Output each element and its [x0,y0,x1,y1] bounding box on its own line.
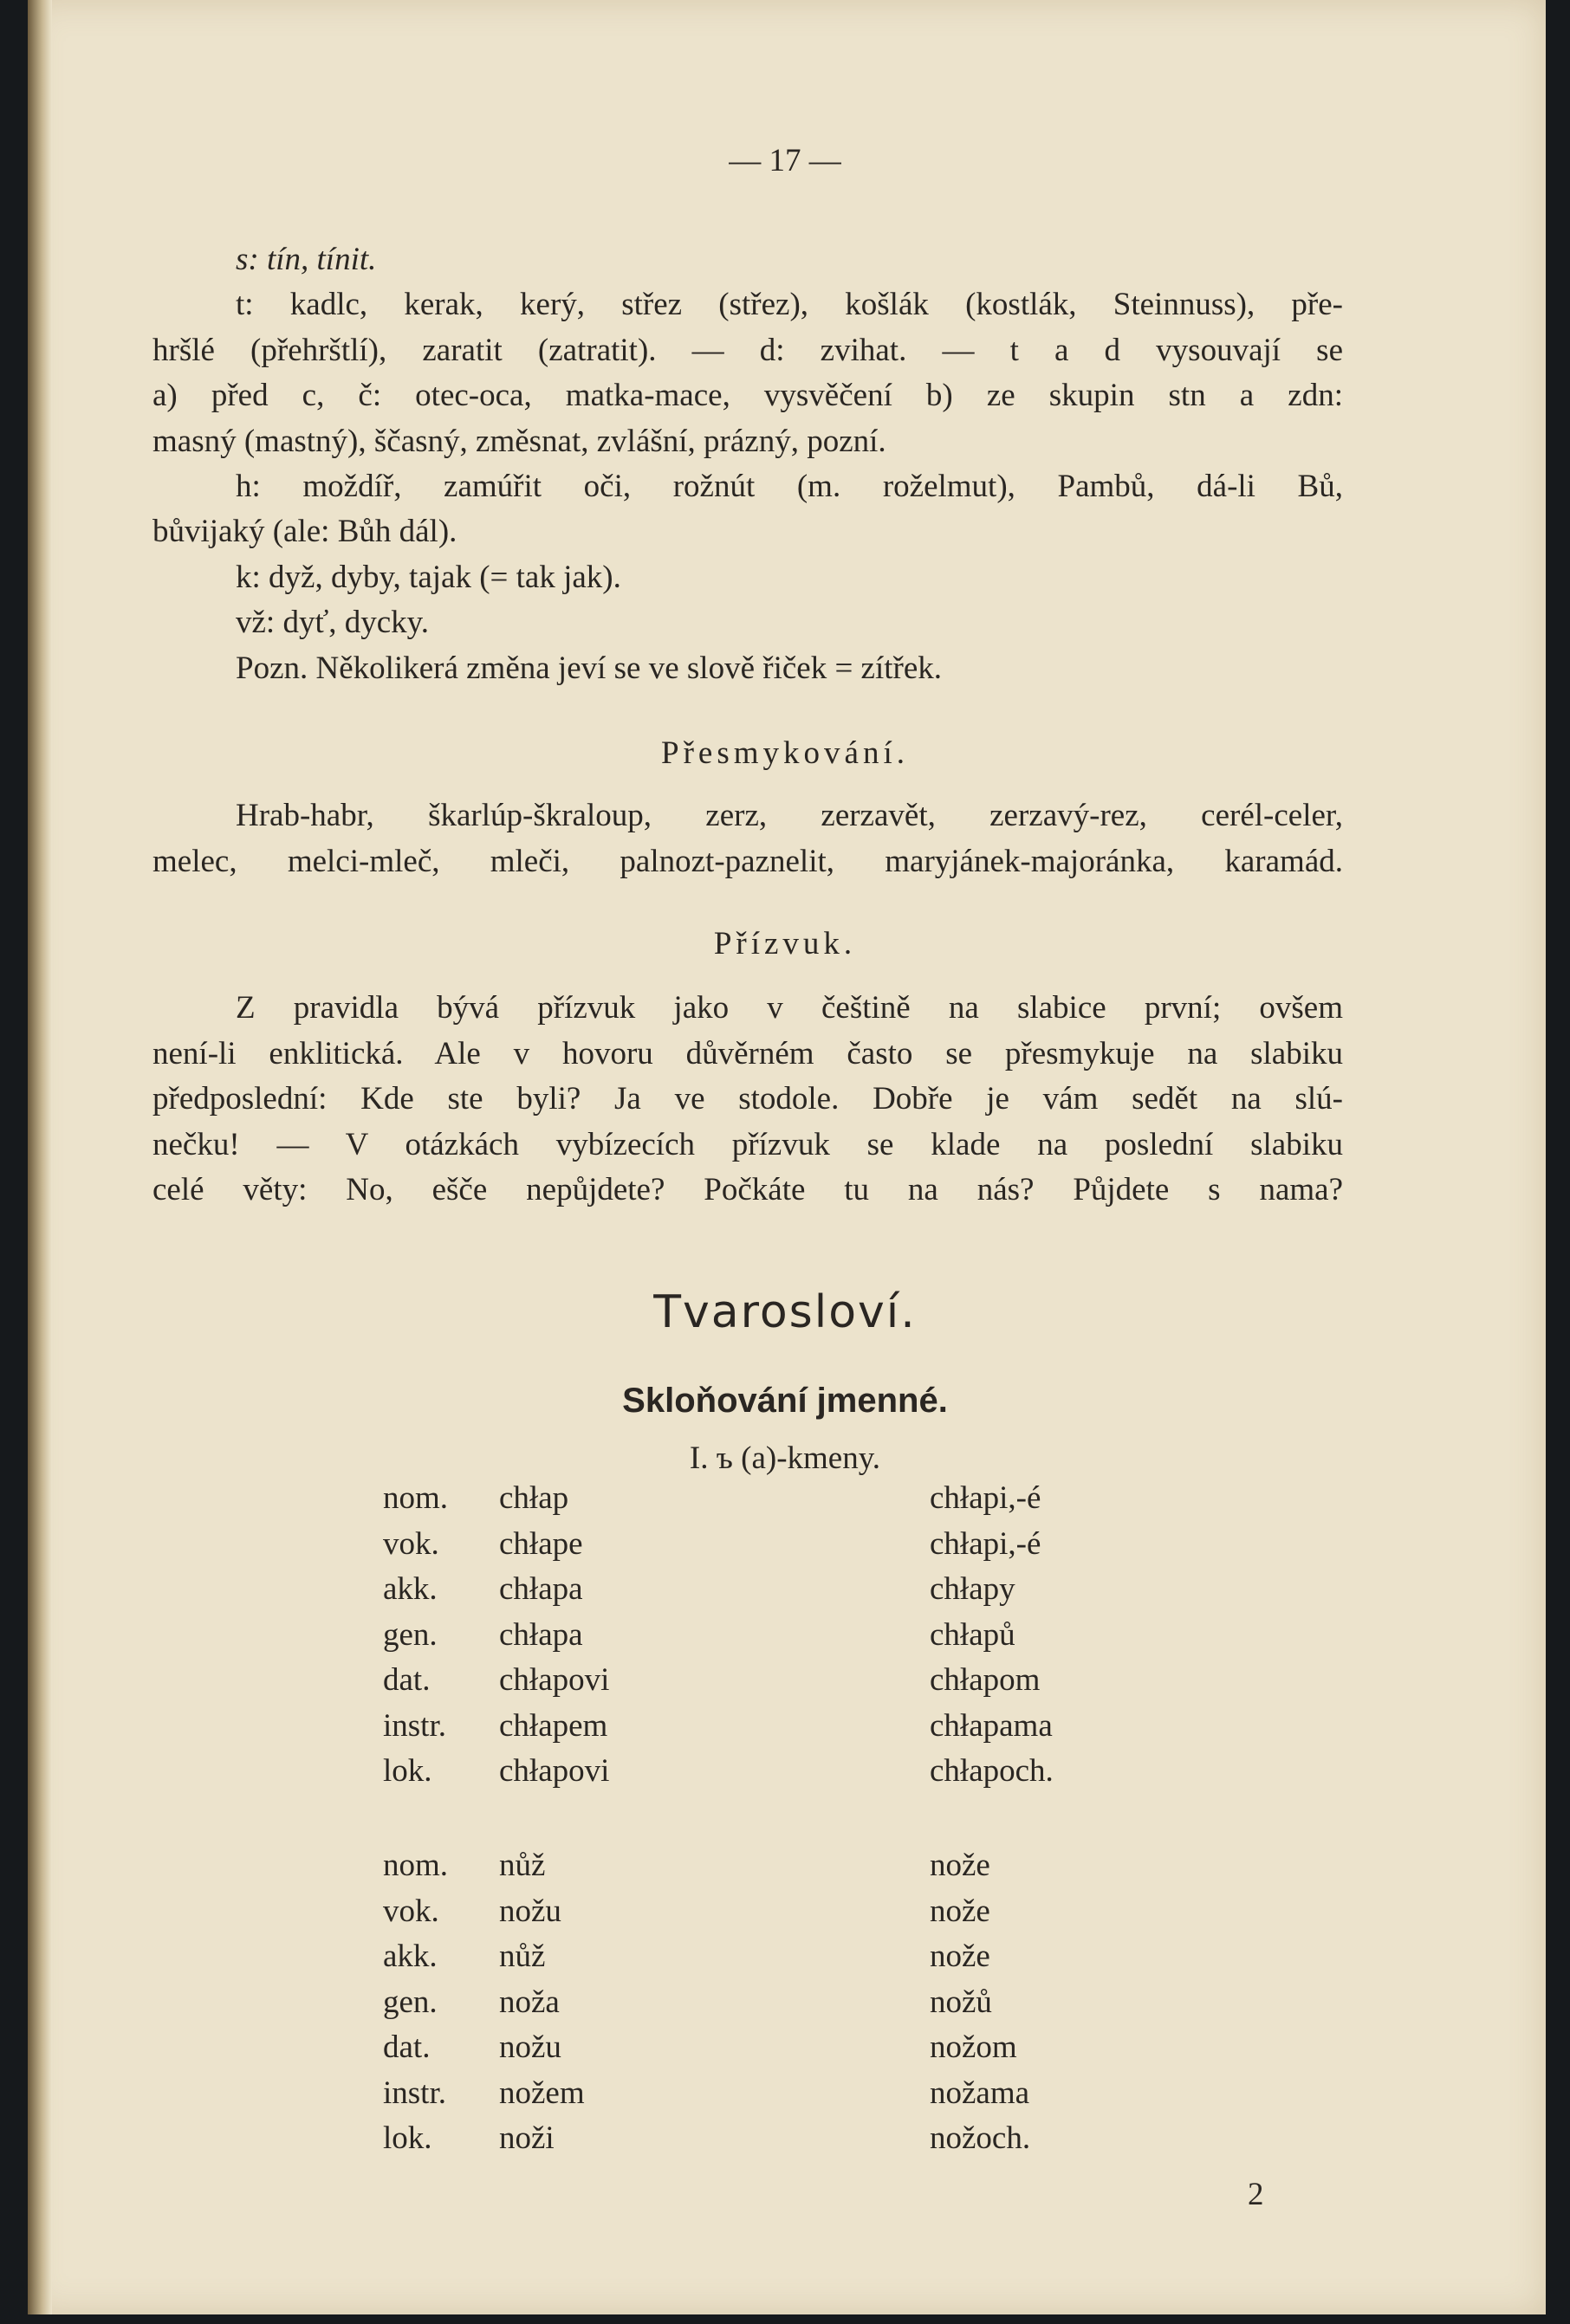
section-title-presmykovani: Přesmykování. [661,735,909,771]
singular-form: noža [499,1984,560,2020]
plural-form: chłapy [930,1571,1015,1607]
plural-form: chłapama [930,1708,1053,1744]
singular-form: chłap [499,1480,569,1516]
section-title-prizvuk: Přízvuk. [713,926,857,961]
plural-form: nože [930,1894,990,1929]
s-line: s: tín, tínit. [236,242,377,277]
case-label: instr. [383,1708,446,1744]
h-line-1: h: moždíř, zamúřit oči, rožnút (m. roželmut), Pambů, dá-li Bů, [236,469,1343,504]
case-label: gen. [383,1984,438,2020]
case-label: lok. [383,2120,432,2156]
case-label: instr. [383,2075,446,2111]
plural-form: nožom [930,2029,1017,2065]
case-label: akk. [383,1571,438,1607]
k-line: k: dyž, dyby, tajak (= tak jak). [236,560,621,595]
plural-form: chłapů [930,1617,1015,1653]
plural-form: chłapoch. [930,1753,1054,1789]
plural-form: chłapi,-é [930,1526,1041,1562]
stem-heading: I. ъ (a)-kmeny. [689,1440,881,1476]
singular-form: chłapovi [499,1753,610,1789]
case-label: vok. [383,1526,439,1562]
case-label: vok. [383,1894,439,1929]
signature-mark: 2 [1248,2177,1264,2212]
singular-form: chłapem [499,1708,608,1744]
singular-form: nožu [499,1894,561,1929]
singular-form: chłape [499,1526,583,1562]
prizvuk-line-3: předposlední: Kde ste byli? Ja ve stodole. Dobře je vám sedět na slú- [152,1081,1343,1117]
singular-form: nůž [499,1939,546,1974]
vz-line: vž: dyť, dycky. [236,605,430,640]
plural-form: chłapom [930,1662,1041,1698]
case-label: dat. [383,1662,431,1698]
singular-form: noži [499,2120,555,2156]
singular-form: nůž [499,1848,546,1883]
prizvuk-line-4: nečku! — V otázkách vybízecích přízvuk se klade na poslední slabiku [152,1127,1343,1162]
plural-form: nože [930,1939,990,1974]
t-line-2: hršlé (přehrštlí), zaratit (zatratit). — d: zvihat. — t a d vysouvají se [152,333,1343,368]
case-label: lok. [383,1753,432,1789]
t-line-3: a) před c, č: otec-oca, matka-mace, vysvěčení b) ze skupin stn a zdn: [152,378,1343,413]
prizvuk-line-5: celé věty: No, ešče nepůjdete? Počkáte tu na nás? Půjdete s nama? [152,1172,1343,1207]
singular-form: nožem [499,2075,585,2111]
singular-form: nožu [499,2029,561,2065]
case-label: gen. [383,1617,438,1653]
plural-form: nožama [930,2075,1030,2111]
prizvuk-line-1: Z pravidla bývá přízvuk jako v češtině na slabice první; ovšem [236,990,1343,1026]
tvaroslovi-heading: Tvarosloví. [653,1286,917,1338]
singular-form: chłapovi [499,1662,610,1698]
plural-form: chłapi,-é [930,1480,1041,1516]
pozn-line: Pozn. Několikerá změna jeví se ve slově řiček = zítřek. [236,651,943,686]
prizvuk-line-2: není-li enklitická. Ale v hovoru důvěrném často se přesmykuje na slabiku [152,1036,1343,1071]
case-label: dat. [383,2029,431,2065]
page-number: — 17 — [729,143,841,178]
presmykovani-line-2: melec, melci-mleč, mleči, palnozt-paznelit, maryjánek-majoránka, karamád. [152,844,1343,879]
plural-form: nožů [930,1984,992,2020]
case-label: nom. [383,1848,449,1883]
sklonovani-subheading: Skloňování jmenné. [622,1382,948,1420]
singular-form: chłapa [499,1571,583,1607]
case-label: nom. [383,1480,449,1516]
plural-form: nožoch. [930,2120,1031,2156]
t-line-1: t: kadlc, kerak, kerý, střez (střez), košlák (kostlák, Steinnuss), pře- [236,287,1343,322]
presmykovani-line-1: Hrab-habr, škarlúp-škraloup, zerz, zerzavět, zerzavý-rez, cerél-celer, [236,798,1343,833]
h-line-2: bůvijaký (ale: Bůh dál). [152,514,457,549]
case-label: akk. [383,1939,438,1974]
singular-form: chłapa [499,1617,583,1653]
t-line-4: masný (mastný), ščasný, změsnat, zvlášní, prázný, pozní. [152,424,886,459]
plural-form: nože [930,1848,990,1883]
